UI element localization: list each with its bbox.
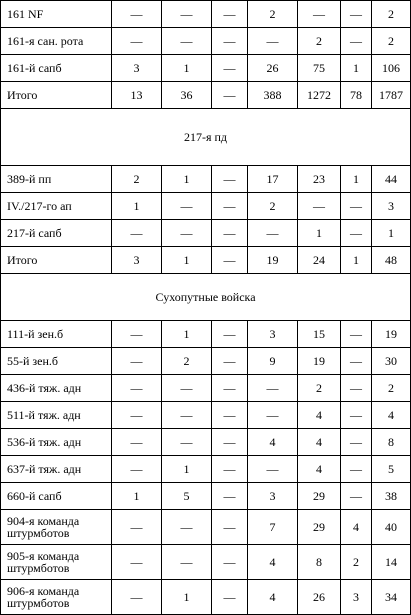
- value-cell: 2: [248, 193, 298, 220]
- value-cell: 48: [372, 247, 411, 274]
- unit-name-cell: 637-й тяж. адн: [1, 456, 112, 483]
- unit-name-cell: 389-й пп: [1, 166, 112, 193]
- value-cell: 1: [162, 580, 212, 615]
- unit-name-cell: Итого: [1, 82, 112, 109]
- value-cell: —: [212, 166, 248, 193]
- value-cell: 1: [341, 247, 372, 274]
- value-cell: —: [212, 321, 248, 348]
- value-cell: 30: [372, 348, 411, 375]
- value-cell: 15: [298, 321, 341, 348]
- value-cell: —: [112, 429, 162, 456]
- value-cell: 4: [298, 429, 341, 456]
- value-cell: —: [162, 429, 212, 456]
- value-cell: 1: [162, 247, 212, 274]
- table-row: [1, 193, 411, 220]
- value-cell: —: [212, 402, 248, 429]
- value-cell: 1787: [372, 82, 411, 109]
- value-cell: 3: [112, 55, 162, 82]
- value-cell: —: [112, 456, 162, 483]
- value-cell: —: [248, 456, 298, 483]
- section-title: Сухопутные войска: [1, 274, 411, 321]
- value-cell: —: [112, 321, 162, 348]
- value-cell: 5: [372, 456, 411, 483]
- value-cell: —: [162, 545, 212, 580]
- unit-name-cell: 511-й тяж. адн: [1, 402, 112, 429]
- value-cell: —: [212, 348, 248, 375]
- value-cell: —: [341, 193, 372, 220]
- value-cell: —: [248, 402, 298, 429]
- value-cell: 8: [298, 545, 341, 580]
- value-cell: —: [298, 193, 341, 220]
- value-cell: —: [341, 456, 372, 483]
- table-row: [1, 545, 411, 580]
- value-cell: 3: [248, 321, 298, 348]
- value-cell: —: [341, 429, 372, 456]
- value-cell: 4: [248, 429, 298, 456]
- value-cell: 13: [112, 82, 162, 109]
- unit-name-cell: 161-я сан. рота: [1, 28, 112, 55]
- value-cell: —: [112, 220, 162, 247]
- table-row: [1, 483, 411, 510]
- table-row: [1, 220, 411, 247]
- value-cell: —: [212, 483, 248, 510]
- table-row: [1, 28, 411, 55]
- value-cell: —: [341, 1, 372, 28]
- unit-name-cell: 161 NF: [1, 1, 112, 28]
- table-row: [1, 510, 411, 545]
- value-cell: 3: [372, 193, 411, 220]
- section-title: 217-я пд: [1, 109, 411, 166]
- value-cell: 29: [298, 483, 341, 510]
- value-cell: —: [212, 55, 248, 82]
- value-cell: 4: [341, 510, 372, 545]
- value-cell: —: [212, 28, 248, 55]
- value-cell: —: [341, 402, 372, 429]
- value-cell: —: [341, 220, 372, 247]
- value-cell: 1: [372, 220, 411, 247]
- table-row: [1, 1, 411, 28]
- table-row: [1, 456, 411, 483]
- value-cell: 8: [372, 429, 411, 456]
- value-cell: 40: [372, 510, 411, 545]
- value-cell: 26: [248, 55, 298, 82]
- table-row: [1, 580, 411, 615]
- value-cell: 1: [341, 166, 372, 193]
- value-cell: —: [341, 321, 372, 348]
- value-cell: 36: [162, 82, 212, 109]
- value-cell: 2: [162, 348, 212, 375]
- unit-name-cell: 436-й тяж. адн: [1, 375, 112, 402]
- value-cell: 2: [298, 28, 341, 55]
- value-cell: 4: [248, 545, 298, 580]
- value-cell: 19: [298, 348, 341, 375]
- value-cell: 1: [298, 220, 341, 247]
- value-cell: —: [112, 545, 162, 580]
- value-cell: 2: [112, 166, 162, 193]
- value-cell: 388: [248, 82, 298, 109]
- value-cell: —: [112, 402, 162, 429]
- value-cell: 4: [298, 456, 341, 483]
- unit-name-cell: 536-й тяж. адн: [1, 429, 112, 456]
- value-cell: 2: [298, 375, 341, 402]
- unit-name-cell: 904-я команда штурмботов: [1, 510, 112, 545]
- value-cell: 29: [298, 510, 341, 545]
- value-cell: —: [162, 193, 212, 220]
- value-cell: —: [212, 456, 248, 483]
- value-cell: —: [341, 375, 372, 402]
- value-cell: —: [212, 510, 248, 545]
- value-cell: 1: [162, 166, 212, 193]
- value-cell: 23: [298, 166, 341, 193]
- value-cell: 38: [372, 483, 411, 510]
- value-cell: 2: [341, 545, 372, 580]
- value-cell: —: [212, 82, 248, 109]
- value-cell: —: [248, 220, 298, 247]
- table-row: [1, 166, 411, 193]
- value-cell: 4: [298, 402, 341, 429]
- value-cell: 1272: [298, 82, 341, 109]
- value-cell: 3: [112, 247, 162, 274]
- value-cell: 34: [372, 580, 411, 615]
- table-row: [1, 375, 411, 402]
- table-row: [1, 402, 411, 429]
- value-cell: 75: [298, 55, 341, 82]
- unit-name-cell: 111-й зен.б: [1, 321, 112, 348]
- value-cell: 2: [372, 28, 411, 55]
- value-cell: 17: [248, 166, 298, 193]
- value-cell: 1: [162, 456, 212, 483]
- section-header-row: [1, 274, 411, 321]
- value-cell: —: [248, 375, 298, 402]
- value-cell: 19: [372, 321, 411, 348]
- value-cell: 1: [112, 193, 162, 220]
- value-cell: 5: [162, 483, 212, 510]
- unit-name-cell: 161-й сапб: [1, 55, 112, 82]
- table-body: [1, 1, 411, 615]
- section-header-row: [1, 109, 411, 166]
- value-cell: 1: [112, 483, 162, 510]
- value-cell: 9: [248, 348, 298, 375]
- unit-name-cell: 55-й зен.б: [1, 348, 112, 375]
- total-row: [1, 247, 411, 274]
- value-cell: 26: [298, 580, 341, 615]
- value-cell: 3: [341, 580, 372, 615]
- value-cell: 44: [372, 166, 411, 193]
- value-cell: —: [212, 220, 248, 247]
- value-cell: —: [112, 580, 162, 615]
- value-cell: 4: [372, 402, 411, 429]
- value-cell: —: [112, 348, 162, 375]
- unit-name-cell: 906-я команда штурмботов: [1, 580, 112, 615]
- value-cell: 78: [341, 82, 372, 109]
- value-cell: —: [212, 1, 248, 28]
- value-cell: —: [298, 1, 341, 28]
- value-cell: —: [341, 348, 372, 375]
- value-cell: 4: [248, 580, 298, 615]
- value-cell: 7: [248, 510, 298, 545]
- value-cell: —: [248, 28, 298, 55]
- unit-name-cell: 217-й сапб: [1, 220, 112, 247]
- unit-name-cell: 660-й сапб: [1, 483, 112, 510]
- unit-name-cell: Итого: [1, 247, 112, 274]
- value-cell: 19: [248, 247, 298, 274]
- value-cell: —: [212, 247, 248, 274]
- value-cell: 14: [372, 545, 411, 580]
- value-cell: —: [112, 1, 162, 28]
- value-cell: 3: [248, 483, 298, 510]
- value-cell: 2: [248, 1, 298, 28]
- value-cell: —: [341, 483, 372, 510]
- value-cell: 1: [162, 321, 212, 348]
- table-row: [1, 429, 411, 456]
- value-cell: —: [212, 193, 248, 220]
- value-cell: —: [162, 220, 212, 247]
- value-cell: —: [212, 375, 248, 402]
- value-cell: 1: [341, 55, 372, 82]
- value-cell: 24: [298, 247, 341, 274]
- table-row: [1, 348, 411, 375]
- value-cell: —: [162, 28, 212, 55]
- value-cell: 2: [372, 375, 411, 402]
- value-cell: —: [162, 402, 212, 429]
- value-cell: —: [212, 429, 248, 456]
- unit-name-cell: 905-я команда штурмботов: [1, 545, 112, 580]
- table-row: [1, 55, 411, 82]
- value-cell: —: [162, 1, 212, 28]
- value-cell: —: [212, 545, 248, 580]
- value-cell: —: [112, 510, 162, 545]
- value-cell: 2: [372, 1, 411, 28]
- value-cell: 1: [162, 55, 212, 82]
- table-row: [1, 321, 411, 348]
- total-row: [1, 82, 411, 109]
- unit-name-cell: IV./217-го ап: [1, 193, 112, 220]
- value-cell: —: [212, 580, 248, 615]
- value-cell: —: [162, 510, 212, 545]
- value-cell: —: [112, 375, 162, 402]
- value-cell: —: [112, 28, 162, 55]
- value-cell: 106: [372, 55, 411, 82]
- value-cell: —: [162, 375, 212, 402]
- value-cell: —: [341, 28, 372, 55]
